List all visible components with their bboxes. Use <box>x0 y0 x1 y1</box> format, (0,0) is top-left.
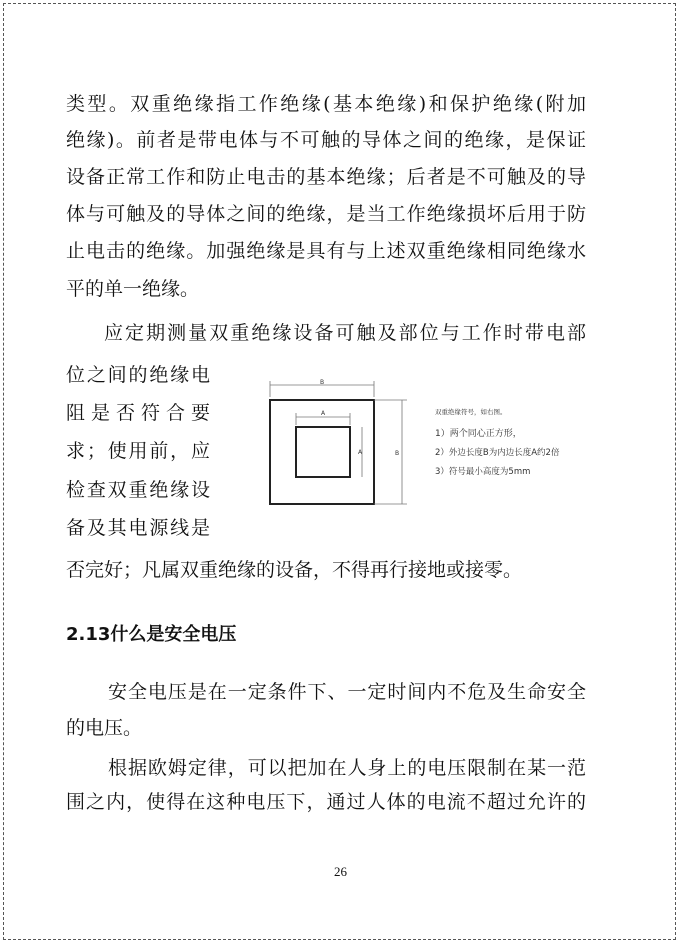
text-line: 求；使用前，应 <box>66 440 210 462</box>
caption-line-3: 3）符号最小高度为5mm <box>435 467 531 477</box>
text-line: 类型。双重绝缘指工作绝缘(基本绝缘)和保护绝缘(附加 <box>66 93 586 115</box>
text-line: 安全电压是在一定条件下、一定时间内不危及生命安全 <box>108 681 586 703</box>
double-insulation-symbol-figure <box>262 375 607 515</box>
text-line: 平的单一绝缘。 <box>66 278 200 300</box>
svg-text:B: B <box>395 450 400 457</box>
caption-title: 双重绝缘符号，如右图。 <box>435 408 507 416</box>
text-line: 设备正常工作和防止电击的基本绝缘；后者是不可触及的导 <box>66 166 586 188</box>
text-line: 检查双重绝缘设 <box>66 479 210 501</box>
text-line: 位之间的绝缘电 <box>66 364 210 386</box>
section-heading: 2.13什么是安全电压 <box>66 624 237 645</box>
text-line: 应定期测量双重绝缘设备可触及部位与工作时带电部 <box>104 322 586 344</box>
text-line: 绝缘)。前者是带电体与不可触的导体之间的绝缘，是保证 <box>66 129 586 151</box>
text-line: 根据欧姆定律，可以把加在人身上的电压限制在某一范 <box>108 757 586 779</box>
text-line: 阻是否符合要 <box>66 402 210 424</box>
text-line: 备及其电源线是 <box>66 517 210 539</box>
text-line: 体与可触及的导体之间的绝缘，是当工作绝缘损坏后用于防 <box>66 203 586 225</box>
text-line: 止电击的绝缘。加强绝缘是具有与上述双重绝缘相同绝缘水 <box>66 240 586 262</box>
caption-line-2: 2）外边长度B为内边长度A约2倍 <box>435 448 560 458</box>
label-a-top: A <box>321 410 326 417</box>
inner-square <box>296 427 350 477</box>
caption-line-1: 1）两个同心正方形， <box>435 429 522 439</box>
text-line: 否完好；凡属双重绝缘的设备，不得再行接地或接零。 <box>66 559 523 581</box>
text-line: 围之内，使得在这种电压下，通过人体的电流不超过允许的 <box>66 791 586 813</box>
text-line: 的电压。 <box>66 717 143 739</box>
page-number: 26 <box>334 864 347 879</box>
svg-text:A: A <box>358 449 363 456</box>
label-b: B <box>320 379 325 386</box>
